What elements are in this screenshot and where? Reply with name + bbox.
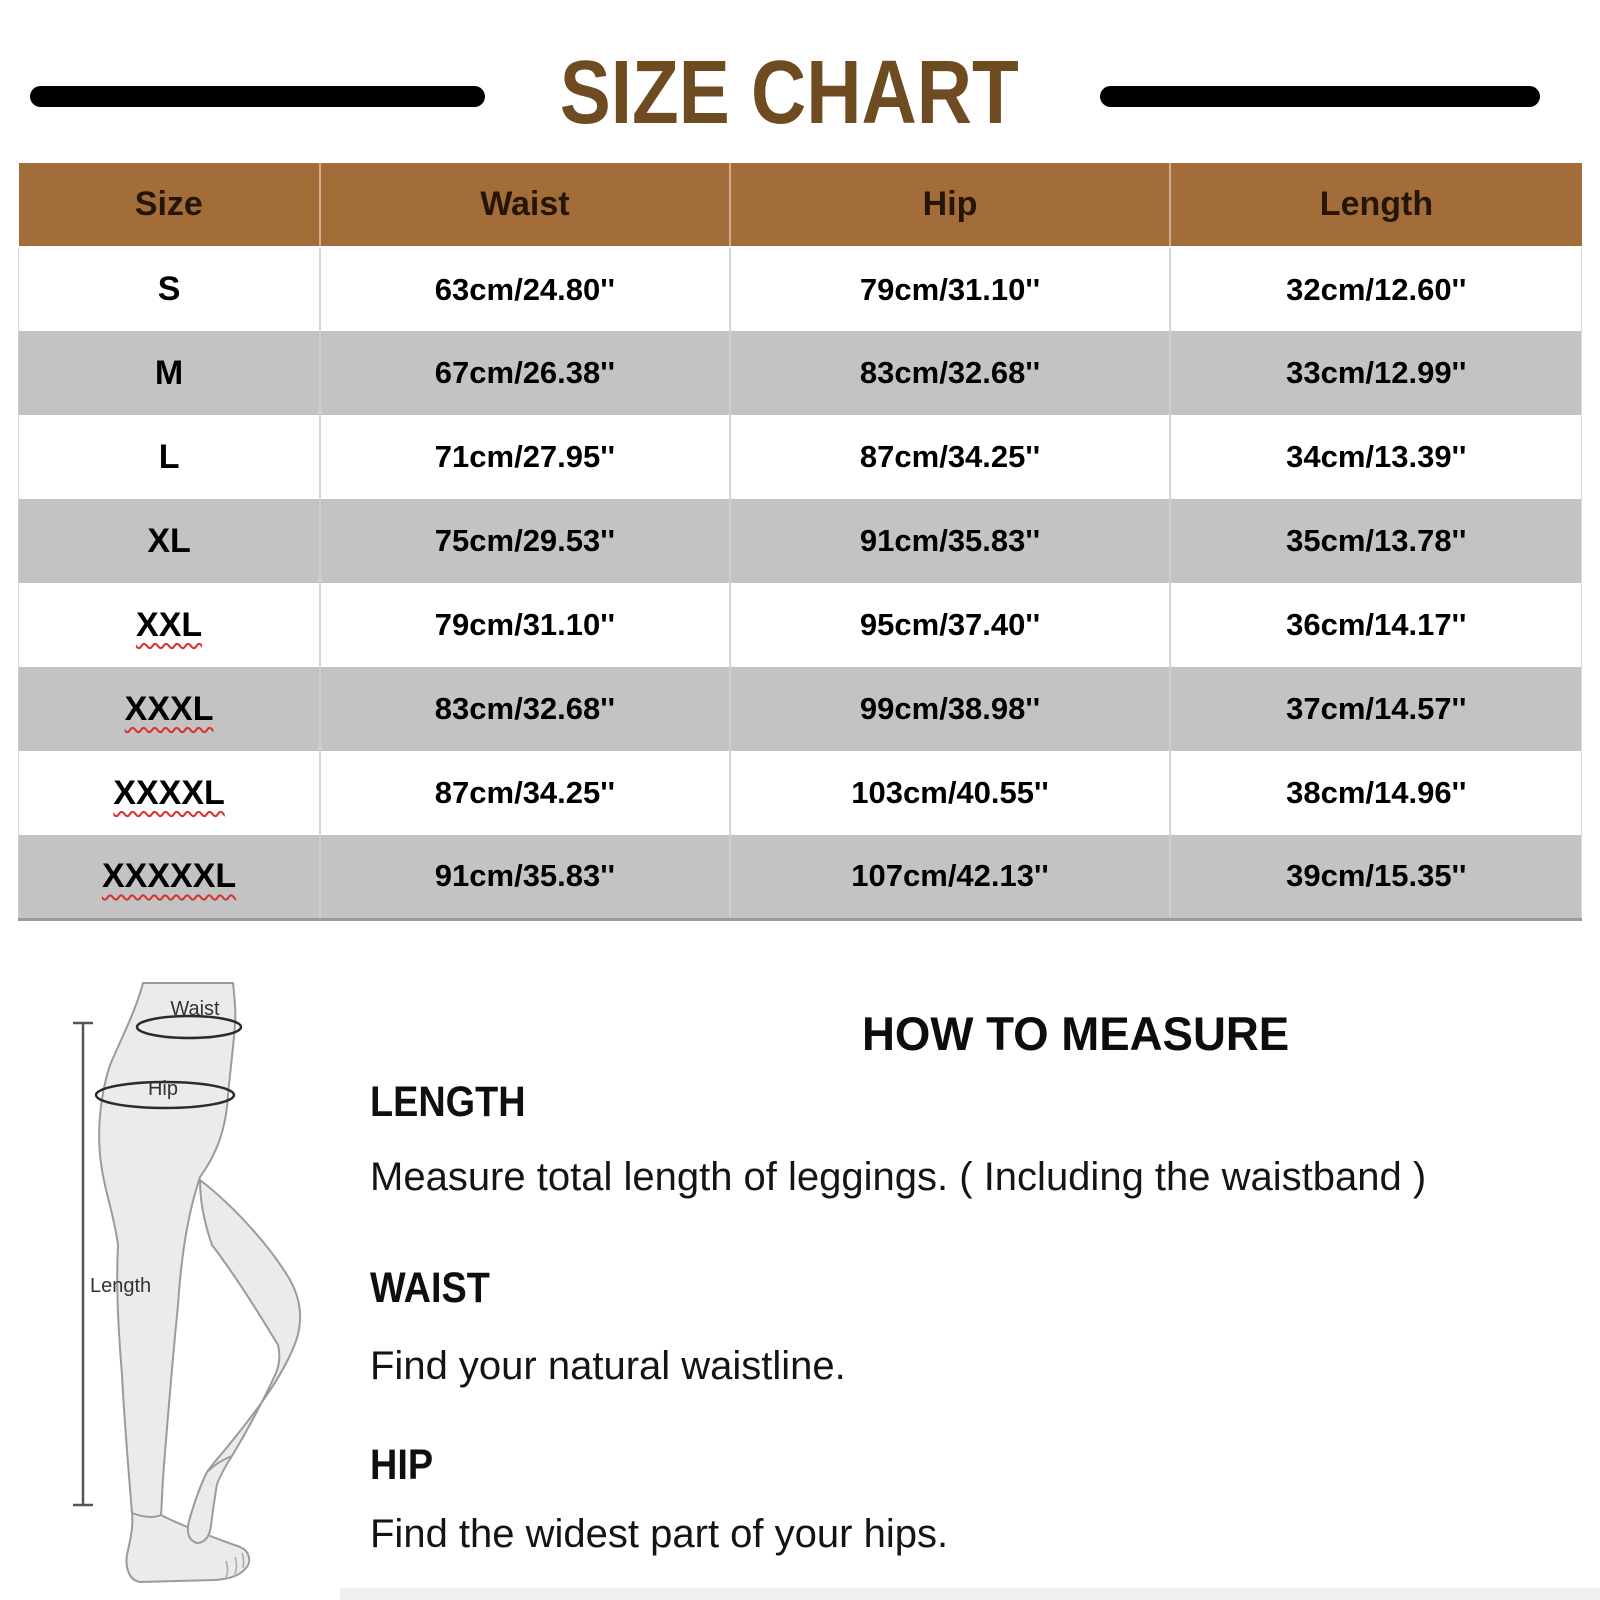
hip-cell: 87cm/34.25'' bbox=[730, 415, 1171, 499]
size-label: M bbox=[154, 353, 184, 392]
length-heading: LENGTH bbox=[370, 1078, 526, 1126]
waist-cell: 87cm/34.25'' bbox=[320, 751, 730, 835]
size-label: XXXL bbox=[124, 689, 214, 728]
table-row bbox=[19, 751, 1582, 835]
size-label: XXXXL bbox=[113, 773, 225, 812]
bent-leg-shape bbox=[188, 1180, 300, 1543]
how-to-measure-title: HOW TO MEASURE bbox=[862, 1007, 1290, 1060]
waist-cell: 83cm/32.68'' bbox=[320, 667, 730, 751]
page-title: SIZE CHART bbox=[559, 43, 1019, 143]
size-label: XXL bbox=[136, 605, 203, 644]
waist-cell: 71cm/27.95'' bbox=[320, 415, 730, 499]
size-cell bbox=[19, 331, 321, 415]
length-cell: 37cm/14.57'' bbox=[1170, 667, 1581, 751]
title-divider-right bbox=[1100, 86, 1540, 107]
table-row bbox=[19, 331, 1582, 415]
waist-heading: WAIST bbox=[370, 1264, 490, 1312]
size-table bbox=[18, 163, 1582, 921]
size-cell bbox=[19, 835, 321, 919]
length-measure-line bbox=[73, 1023, 93, 1505]
length-cell: 35cm/13.78'' bbox=[1170, 499, 1581, 583]
waist-cell: 75cm/29.53'' bbox=[320, 499, 730, 583]
figure-length-label: Length bbox=[90, 1275, 152, 1297]
table-row bbox=[19, 415, 1582, 499]
size-cell bbox=[19, 667, 321, 751]
col-header-length: Length bbox=[1170, 163, 1581, 247]
leggings-illustration bbox=[40, 945, 360, 1595]
hip-instruction: Find the widest part of your hips. bbox=[370, 1512, 949, 1556]
length-cell: 34cm/13.39'' bbox=[1170, 415, 1581, 499]
size-label: XL bbox=[147, 521, 191, 560]
title-divider-left bbox=[30, 86, 485, 107]
length-cell: 36cm/14.17'' bbox=[1170, 583, 1581, 667]
size-cell bbox=[19, 751, 321, 835]
waist-cell: 79cm/31.10'' bbox=[320, 583, 730, 667]
length-cell: 33cm/12.99'' bbox=[1170, 331, 1581, 415]
figure-waist-label: Waist bbox=[170, 998, 220, 1020]
table-row bbox=[19, 247, 1582, 331]
hip-cell: 103cm/40.55'' bbox=[730, 751, 1171, 835]
figure-hip-label: Hip bbox=[147, 1078, 179, 1100]
waist-cell: 63cm/24.80'' bbox=[320, 247, 730, 331]
length-instruction: Measure total length of leggings. ( Including the waistband ) bbox=[370, 1155, 1427, 1199]
col-header-size: Size bbox=[19, 163, 321, 247]
hip-cell: 91cm/35.83'' bbox=[730, 499, 1171, 583]
size-label: XXXXXL bbox=[101, 856, 237, 895]
hip-cell: 83cm/32.68'' bbox=[730, 331, 1171, 415]
length-cell: 32cm/12.60'' bbox=[1170, 247, 1581, 331]
hip-cell: 99cm/38.98'' bbox=[730, 667, 1171, 751]
size-label: L bbox=[158, 437, 180, 476]
size-cell bbox=[19, 415, 321, 499]
hip-cell: 79cm/31.10'' bbox=[730, 247, 1171, 331]
table-row bbox=[19, 499, 1582, 583]
table-row bbox=[19, 835, 1582, 919]
bottom-edge-strip bbox=[340, 1588, 1600, 1600]
waist-cell: 67cm/26.38'' bbox=[320, 331, 730, 415]
col-header-waist: Waist bbox=[320, 163, 730, 247]
hip-cell: 107cm/42.13'' bbox=[730, 835, 1171, 919]
length-cell: 39cm/15.35'' bbox=[1170, 835, 1581, 919]
length-cell: 38cm/14.96'' bbox=[1170, 751, 1581, 835]
size-cell bbox=[19, 499, 321, 583]
table-row bbox=[19, 583, 1582, 667]
table-header-row bbox=[19, 163, 1582, 247]
waist-cell: 91cm/35.83'' bbox=[320, 835, 730, 919]
measurement-figure bbox=[40, 945, 360, 1595]
hip-cell: 95cm/37.40'' bbox=[730, 583, 1171, 667]
waist-instruction: Find your natural waistline. bbox=[370, 1344, 846, 1388]
table-row bbox=[19, 667, 1582, 751]
col-header-hip: Hip bbox=[730, 163, 1171, 247]
size-label: S bbox=[157, 270, 181, 308]
hip-heading: HIP bbox=[370, 1441, 434, 1489]
size-cell bbox=[19, 583, 321, 667]
size-cell bbox=[19, 247, 321, 331]
